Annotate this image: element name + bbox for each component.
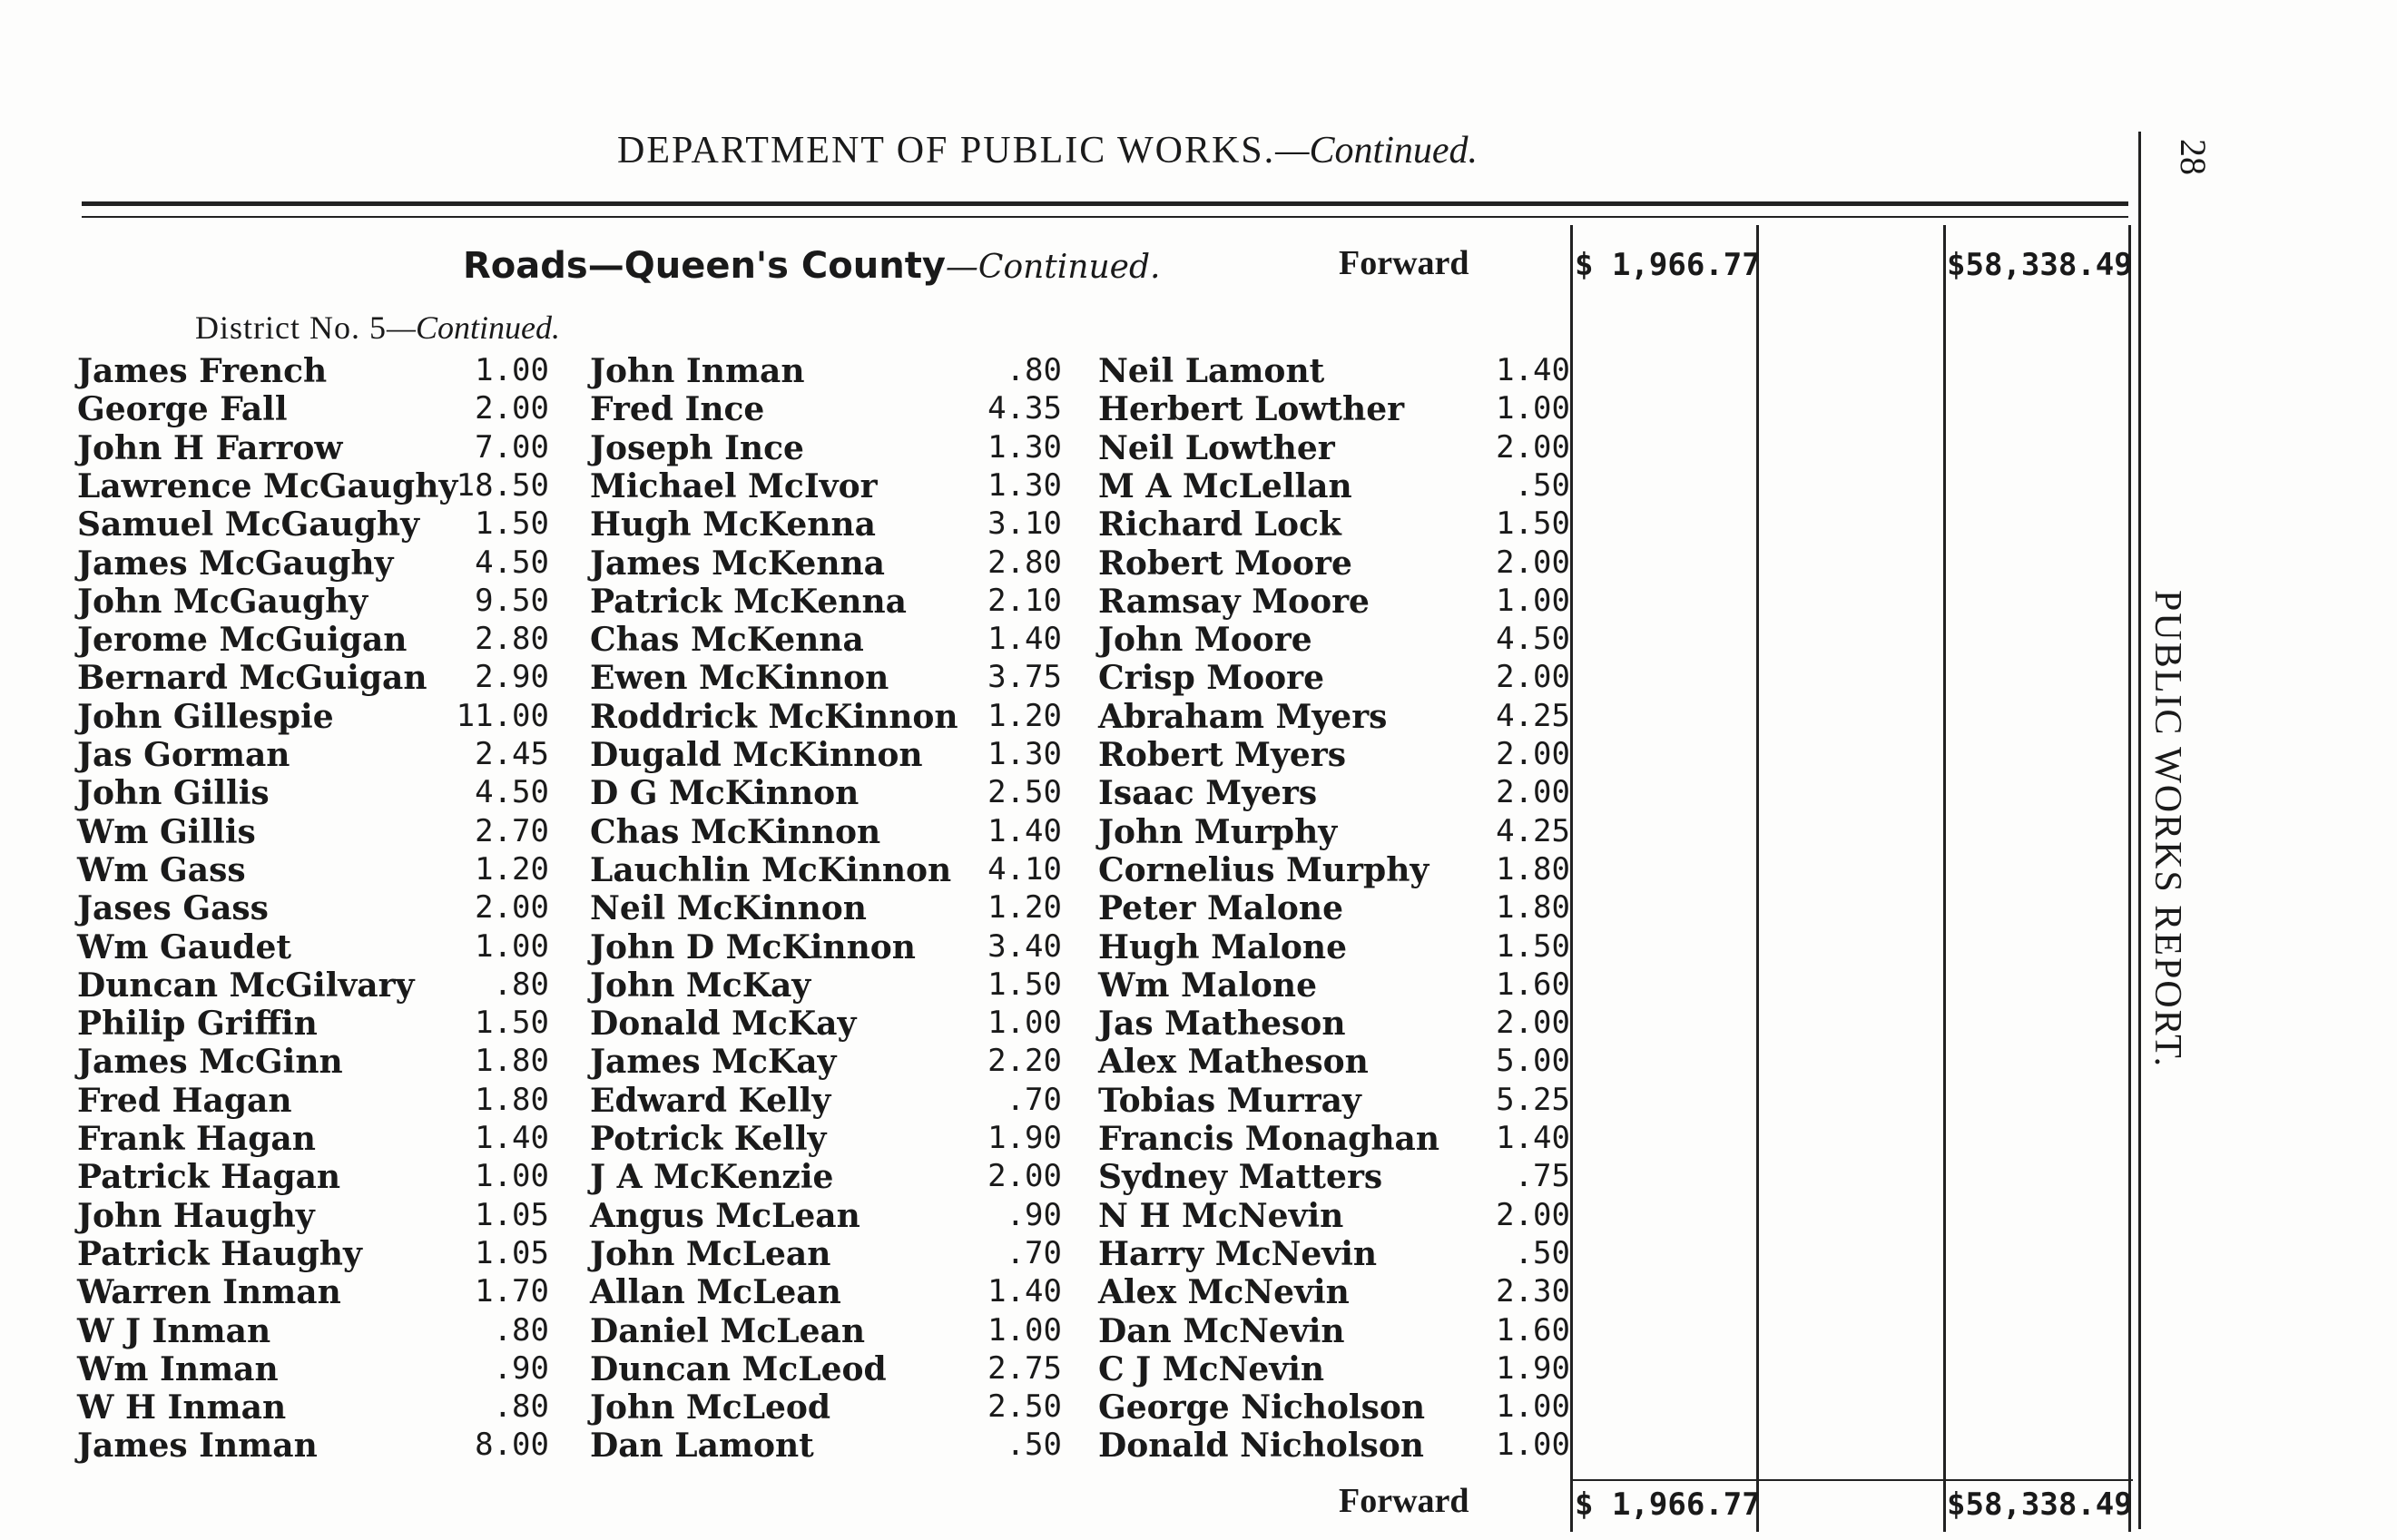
- list-item: [1098, 583, 1570, 621]
- payee-name: John D McKinnon: [590, 927, 916, 966]
- payee-name: Dan Lamont: [590, 1427, 814, 1466]
- name-column-2: [590, 352, 1062, 1477]
- district-heading: [195, 309, 560, 347]
- payee-amount: 4.50: [475, 774, 549, 811]
- payee-amount: 1.40: [475, 1120, 549, 1156]
- list-item: [590, 1350, 1062, 1388]
- list-item: [590, 1235, 1062, 1273]
- payee-name: Duncan McLeod: [590, 1349, 887, 1388]
- payee-amount: 1.40: [1496, 1120, 1570, 1156]
- list-item: [1098, 966, 1570, 1005]
- list-item: [77, 659, 549, 697]
- list-item: [1098, 1043, 1570, 1081]
- payee-name: James McGaughy: [77, 544, 394, 583]
- payee-amount: .50: [1006, 1427, 1062, 1464]
- payee-amount: 2.00: [987, 1158, 1062, 1195]
- list-item: [590, 928, 1062, 966]
- payee-amount: .50: [1514, 1234, 1570, 1271]
- payee-amount: 2.50: [987, 774, 1062, 811]
- forward-amount-2-top: $58,338.49: [1947, 247, 2133, 283]
- payee-amount: .75: [1514, 1158, 1570, 1195]
- payee-name: J A McKenzie: [590, 1158, 834, 1197]
- payee-name: Dan McNevin: [1098, 1311, 1345, 1350]
- payee-name: Robert Moore: [1098, 544, 1352, 583]
- list-item: [77, 467, 549, 505]
- list-item: [77, 851, 549, 889]
- payee-name: Alex McNevin: [1098, 1273, 1350, 1312]
- list-item: [1098, 505, 1570, 544]
- payee-name: Herbert Lowther: [1098, 390, 1405, 429]
- page-number: 28: [2173, 139, 2214, 175]
- list-item: [590, 621, 1062, 659]
- payee-name: Hugh Malone: [1098, 927, 1348, 966]
- payee-amount: 1.00: [1496, 1388, 1570, 1426]
- payee-name: Ramsay Moore: [1098, 582, 1370, 621]
- payee-amount: 7.00: [475, 428, 549, 466]
- list-item: [590, 1197, 1062, 1235]
- list-item: [1098, 889, 1570, 927]
- list-item: [590, 429, 1062, 467]
- payee-name: Patrick McKenna: [590, 582, 907, 621]
- payee-name: James McKay: [590, 1043, 837, 1082]
- payee-amount: 2.00: [475, 390, 549, 427]
- page-header-title: [617, 129, 1478, 172]
- list-item: [77, 1312, 549, 1350]
- payee-name: Patrick Haughy: [77, 1234, 362, 1273]
- payee-amount: 1.00: [1496, 390, 1570, 427]
- payee-amount: 5.00: [1496, 1043, 1570, 1080]
- forward-label-bottom: Forward: [1339, 1482, 1469, 1520]
- section-title-continued: —Continued.: [945, 249, 1161, 286]
- list-item: [590, 544, 1062, 583]
- payee-amount: 4.25: [1496, 697, 1570, 734]
- payee-name: Joseph Ince: [590, 428, 804, 467]
- payee-name: Sydney Matters: [1098, 1158, 1383, 1197]
- payee-name: Jas Matheson: [1098, 1005, 1346, 1044]
- list-item: [1098, 1312, 1570, 1350]
- list-item: [77, 544, 549, 583]
- list-item: [77, 1120, 549, 1158]
- payee-amount: 1.05: [475, 1196, 549, 1233]
- money-column-rule-3: [1943, 225, 1946, 1532]
- payee-name: James McGinn: [77, 1043, 343, 1082]
- list-item: [590, 698, 1062, 736]
- list-item: [77, 583, 549, 621]
- payee-amount: 5.25: [1496, 1081, 1570, 1118]
- list-item: [590, 1312, 1062, 1350]
- list-item: [590, 505, 1062, 544]
- list-item: [590, 736, 1062, 774]
- list-item: [590, 1388, 1062, 1427]
- payee-name: Jas Gorman: [77, 736, 290, 774]
- payee-amount: 1.00: [1496, 1427, 1570, 1464]
- list-item: [1098, 1120, 1570, 1158]
- list-item: [1098, 813, 1570, 851]
- list-item: [77, 1388, 549, 1427]
- payee-amount: .70: [1006, 1234, 1062, 1271]
- list-item: [77, 928, 549, 966]
- payee-amount: 1.00: [987, 1005, 1062, 1042]
- payee-name: John McLeod: [590, 1388, 831, 1427]
- payee-amount: 1.00: [1496, 582, 1570, 619]
- payee-name: Warren Inman: [77, 1273, 341, 1312]
- payee-name: Harry McNevin: [1098, 1234, 1378, 1273]
- payee-name: Roddrick McKinnon: [590, 697, 958, 736]
- payee-name: Hugh McKenna: [590, 505, 876, 544]
- district-heading-continued: —Continued.: [386, 309, 560, 346]
- list-item: [1098, 659, 1570, 697]
- payee-name: Chas McKinnon: [590, 812, 881, 851]
- list-item: [77, 1273, 549, 1311]
- payee-amount: 3.10: [987, 505, 1062, 543]
- list-item: [590, 352, 1062, 390]
- payee-name: John Gillespie: [77, 697, 334, 736]
- payee-amount: 1.60: [1496, 966, 1570, 1003]
- list-item: [1098, 1427, 1570, 1465]
- payee-amount: 2.20: [987, 1043, 1062, 1080]
- list-item: [77, 966, 549, 1005]
- list-item: [1098, 1082, 1570, 1120]
- list-item: [77, 1043, 549, 1081]
- payee-name: James French: [77, 352, 328, 390]
- payee-name: George Fall: [77, 390, 288, 429]
- payee-amount: 1.80: [475, 1081, 549, 1118]
- payee-amount: 4.50: [1496, 621, 1570, 658]
- list-item: [1098, 1235, 1570, 1273]
- payee-name: Duncan McGilvary: [77, 966, 415, 1005]
- payee-amount: 3.40: [987, 927, 1062, 965]
- payee-amount: 2.00: [1496, 774, 1570, 811]
- payee-amount: 1.90: [1496, 1349, 1570, 1387]
- payee-amount: 2.10: [987, 582, 1062, 619]
- list-item: [590, 889, 1062, 927]
- list-item: [590, 390, 1062, 428]
- payee-amount: 1.60: [1496, 1311, 1570, 1349]
- side-running-title: PUBLIC WORKS REPORT.: [2146, 590, 2188, 1069]
- list-item: [1098, 1197, 1570, 1235]
- list-item: [590, 774, 1062, 812]
- payee-name: Philip Griffin: [77, 1005, 318, 1044]
- payee-amount: 2.75: [987, 1349, 1062, 1387]
- payee-amount: .80: [493, 1311, 549, 1349]
- payee-name: Robert Myers: [1098, 736, 1347, 774]
- payee-name: George Nicholson: [1098, 1388, 1426, 1427]
- payee-amount: 1.20: [987, 697, 1062, 734]
- list-item: [1098, 1350, 1570, 1388]
- payee-amount: .70: [1006, 1081, 1062, 1118]
- payee-name: Neil McKinnon: [590, 889, 867, 928]
- list-item: [590, 1043, 1062, 1081]
- payee-name: W J Inman: [77, 1311, 271, 1350]
- list-item: [77, 774, 549, 812]
- payee-name: Bernard McGuigan: [77, 659, 427, 698]
- payee-name: Tobias Murray: [1098, 1081, 1361, 1120]
- list-item: [77, 1005, 549, 1043]
- payee-name: Daniel McLean: [590, 1311, 865, 1350]
- money-column-rule-4: [2128, 225, 2131, 1532]
- payee-amount: 1.50: [1496, 505, 1570, 543]
- payee-name: John McLean: [590, 1234, 831, 1273]
- list-item: [77, 1350, 549, 1388]
- payee-amount: 1.30: [987, 736, 1062, 772]
- forward-amount-1-top: $ 1,966.77: [1575, 247, 1761, 283]
- payee-amount: 1.00: [987, 1311, 1062, 1349]
- payee-name: Donald Nicholson: [1098, 1427, 1424, 1466]
- list-item: [1098, 1273, 1570, 1311]
- payee-amount: 1.70: [475, 1273, 549, 1310]
- payee-name: Fred Ince: [590, 390, 765, 429]
- list-item: [77, 1158, 549, 1196]
- payee-name: Crisp Moore: [1098, 659, 1325, 698]
- payee-name: Angus McLean: [590, 1196, 860, 1235]
- list-item: [1098, 1388, 1570, 1427]
- payee-amount: 4.25: [1496, 812, 1570, 849]
- payee-name: Patrick Hagan: [77, 1158, 341, 1197]
- header-title-continued: —Continued.: [1275, 130, 1478, 172]
- list-item: [1098, 467, 1570, 505]
- list-item: [1098, 390, 1570, 428]
- payee-amount: 1.00: [475, 1158, 549, 1195]
- payee-name: Fred Hagan: [77, 1081, 292, 1120]
- payee-amount: 18.50: [456, 466, 549, 504]
- payee-name: Peter Malone: [1098, 889, 1343, 928]
- payee-name: James Inman: [77, 1427, 318, 1466]
- payee-amount: 1.00: [475, 927, 549, 965]
- payee-amount: 1.50: [475, 505, 549, 543]
- payee-name: Isaac Myers: [1098, 774, 1318, 813]
- district-heading-text: District No. 5: [195, 309, 387, 346]
- payee-name: Lauchlin McKinnon: [590, 850, 952, 889]
- list-item: [1098, 774, 1570, 812]
- payee-amount: .90: [1006, 1196, 1062, 1233]
- payee-amount: .90: [493, 1349, 549, 1387]
- payee-amount: .50: [1514, 466, 1570, 504]
- payee-amount: 2.00: [1496, 1196, 1570, 1233]
- list-item: [1098, 736, 1570, 774]
- payee-name: Wm Inman: [77, 1349, 279, 1388]
- forward-amount-2-bottom: $58,338.49: [1947, 1486, 2133, 1523]
- payee-amount: 4.10: [987, 850, 1062, 888]
- payee-amount: 1.80: [1496, 889, 1570, 927]
- payee-name: Jases Gass: [77, 889, 269, 928]
- payee-amount: 1.50: [987, 966, 1062, 1003]
- payee-amount: 8.00: [475, 1427, 549, 1464]
- payee-amount: 1.80: [1496, 850, 1570, 888]
- list-item: [1098, 698, 1570, 736]
- payee-name: John Haughy: [77, 1196, 315, 1235]
- name-column-1: [77, 352, 549, 1477]
- payee-amount: 1.90: [987, 1120, 1062, 1156]
- payee-name: W H Inman: [77, 1388, 287, 1427]
- payee-name: Neil Lowther: [1098, 428, 1335, 467]
- list-item: [590, 1158, 1062, 1196]
- header-title-text: DEPARTMENT OF PUBLIC WORKS.: [617, 130, 1276, 172]
- top-double-rule-1: [82, 201, 2128, 206]
- list-item: [1098, 928, 1570, 966]
- payee-amount: 2.00: [475, 889, 549, 927]
- payee-name: Wm Malone: [1098, 966, 1317, 1005]
- payee-amount: 2.00: [1496, 428, 1570, 466]
- payee-name: Donald McKay: [590, 1005, 857, 1044]
- section-title: [463, 245, 1160, 287]
- payee-amount: 2.80: [475, 621, 549, 658]
- payee-amount: 2.30: [1496, 1273, 1570, 1310]
- list-item: [77, 621, 549, 659]
- list-item: [77, 352, 549, 390]
- payee-name: Abraham Myers: [1098, 697, 1388, 736]
- payee-amount: 1.50: [475, 1005, 549, 1042]
- payee-amount: 3.75: [987, 659, 1062, 696]
- payee-amount: 2.00: [1496, 659, 1570, 696]
- payee-name: John McKay: [590, 966, 811, 1005]
- payee-name: Ewen McKinnon: [590, 659, 889, 698]
- payee-name: Dugald McKinnon: [590, 736, 923, 774]
- payee-name: Cornelius Murphy: [1098, 850, 1429, 889]
- list-item: [77, 1427, 549, 1465]
- payee-name: Frank Hagan: [77, 1120, 316, 1158]
- list-item: [590, 813, 1062, 851]
- list-item: [77, 889, 549, 927]
- payee-amount: 2.00: [1496, 736, 1570, 772]
- payee-amount: 1.40: [987, 812, 1062, 849]
- section-title-text: Roads—Queen's County: [463, 245, 946, 287]
- payee-amount: 2.90: [475, 659, 549, 696]
- payee-amount: 2.00: [1496, 544, 1570, 581]
- payee-amount: 1.30: [987, 466, 1062, 504]
- list-item: [590, 467, 1062, 505]
- list-item: [590, 1082, 1062, 1120]
- payee-amount: 2.45: [475, 736, 549, 772]
- list-item: [590, 1120, 1062, 1158]
- list-item: [77, 1235, 549, 1273]
- list-item: [590, 1273, 1062, 1311]
- payee-amount: 2.80: [987, 544, 1062, 581]
- list-item: [590, 659, 1062, 697]
- payee-name: Alex Matheson: [1098, 1043, 1369, 1082]
- payee-amount: 1.40: [987, 1273, 1062, 1310]
- list-item: [77, 429, 549, 467]
- list-item: [77, 505, 549, 544]
- payee-amount: .80: [1006, 352, 1062, 388]
- payee-amount: 1.00: [475, 352, 549, 388]
- payee-name: Chas McKenna: [590, 621, 864, 660]
- list-item: [590, 1427, 1062, 1465]
- list-item: [590, 1005, 1062, 1043]
- payee-name: John Inman: [590, 352, 805, 390]
- payee-name: Edward Kelly: [590, 1081, 831, 1120]
- payee-name: Wm Gillis: [77, 812, 256, 851]
- payee-name: Wm Gass: [77, 850, 246, 889]
- payee-name: N H McNevin: [1098, 1196, 1344, 1235]
- payee-amount: 1.80: [475, 1043, 549, 1080]
- list-item: [1098, 352, 1570, 390]
- payee-amount: 1.05: [475, 1234, 549, 1271]
- payee-name: M A McLellan: [1098, 466, 1352, 505]
- payee-amount: 4.50: [475, 544, 549, 581]
- list-item: [77, 736, 549, 774]
- list-item: [1098, 1005, 1570, 1043]
- payee-name: Samuel McGaughy: [77, 505, 419, 544]
- payee-name: John McGaughy: [77, 582, 368, 621]
- forward-label-top: Forward: [1339, 244, 1469, 282]
- list-item: [1098, 544, 1570, 583]
- payee-amount: 2.00: [1496, 1005, 1570, 1042]
- bottom-total-rule: [1570, 1479, 2133, 1481]
- payee-amount: 4.35: [987, 390, 1062, 427]
- payee-name: Richard Lock: [1098, 505, 1341, 544]
- payee-amount: .80: [493, 966, 549, 1003]
- right-margin-rule: [2138, 132, 2141, 1529]
- list-item: [1098, 1158, 1570, 1196]
- top-double-rule-2: [82, 216, 2128, 218]
- payee-name: Francis Monaghan: [1098, 1120, 1439, 1158]
- list-item: [77, 1082, 549, 1120]
- name-column-3: [1098, 352, 1570, 1477]
- money-column-rule-2: [1756, 225, 1759, 1532]
- payee-name: Allan McLean: [590, 1273, 841, 1312]
- list-item: [77, 390, 549, 428]
- payee-name: Wm Gaudet: [77, 927, 292, 966]
- payee-name: John Moore: [1098, 621, 1312, 660]
- payee-name: D G McKinnon: [590, 774, 860, 813]
- payee-amount: 2.70: [475, 812, 549, 849]
- payee-name: John Gillis: [77, 774, 270, 813]
- payee-name: Michael McIvor: [590, 466, 878, 505]
- payee-name: Potrick Kelly: [590, 1120, 827, 1158]
- payee-amount: 1.50: [1496, 927, 1570, 965]
- payee-name: John H Farrow: [77, 428, 343, 467]
- payee-name: Neil Lamont: [1098, 352, 1325, 390]
- payee-name: John Murphy: [1098, 812, 1338, 851]
- payee-name: Jerome McGuigan: [77, 621, 408, 660]
- money-column-rule-1: [1570, 225, 1573, 1532]
- payee-amount: 1.20: [987, 889, 1062, 927]
- list-item: [1098, 621, 1570, 659]
- forward-amount-1-bottom: $ 1,966.77: [1575, 1486, 1761, 1523]
- payee-amount: 1.40: [987, 621, 1062, 658]
- list-item: [1098, 429, 1570, 467]
- payee-amount: 1.20: [475, 850, 549, 888]
- list-item: [77, 698, 549, 736]
- payee-amount: .80: [493, 1388, 549, 1426]
- payee-name: James McKenna: [590, 544, 886, 583]
- list-item: [1098, 851, 1570, 889]
- list-item: [590, 851, 1062, 889]
- payee-name: Lawrence McGaughy: [77, 466, 458, 505]
- payee-amount: 9.50: [475, 582, 549, 619]
- list-item: [77, 813, 549, 851]
- payee-amount: 2.50: [987, 1388, 1062, 1426]
- list-item: [590, 966, 1062, 1005]
- payee-amount: 1.30: [987, 428, 1062, 466]
- list-item: [590, 583, 1062, 621]
- payee-amount: 1.40: [1496, 352, 1570, 388]
- list-item: [77, 1197, 549, 1235]
- payee-amount: 11.00: [456, 697, 549, 734]
- payee-name: C J McNevin: [1098, 1349, 1325, 1388]
